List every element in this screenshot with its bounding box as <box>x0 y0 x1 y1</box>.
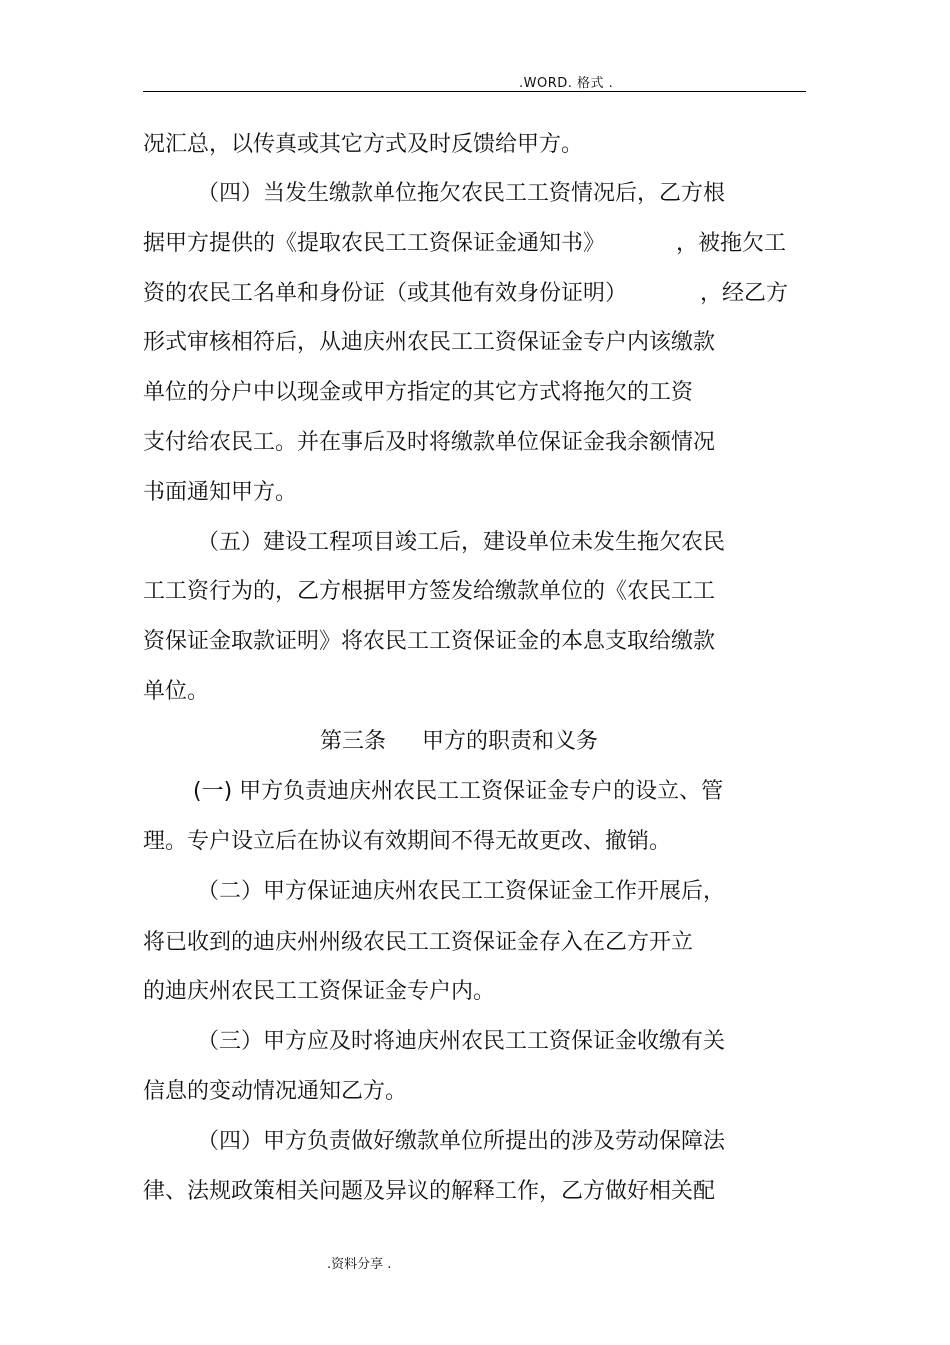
header-rule <box>143 91 806 92</box>
body-line: 形式审核相符后，从迪庆州农民工工资保证金专户内该缴款 <box>143 330 716 355</box>
body-line: 将已收到的迪庆州州级农民工工资保证金存入在乙方开立 <box>143 930 694 955</box>
body-line: (一) 甲方负责迪庆州农民工工资保证金专户的设立、管 <box>193 779 724 804</box>
body-line: 理。专户设立后在协议有效期间不得无故更改、撤销。 <box>143 829 672 854</box>
body-line: （三）甲方应及时将迪庆州农民工工资保证金收缴有关 <box>197 1029 726 1054</box>
body-line: ，经乙方 <box>700 281 789 306</box>
body-line: ，被拖欠工 <box>676 231 787 256</box>
body-line: 的迪庆州农民工工资保证金专户内。 <box>143 979 496 1004</box>
page-footer: .资料分享 . <box>327 1257 392 1272</box>
body-line: 信息的变动情况通知乙方。 <box>143 1079 408 1104</box>
body-line: （四）当发生缴款单位拖欠农民工工资情况后，乙方根 <box>197 181 726 206</box>
body-line: 工工资行为的，乙方根据甲方签发给缴款单位的《农民工工 <box>143 579 716 604</box>
body-line: 单位的分户中以现金或甲方指定的其它方式将拖欠的工资 <box>143 380 694 405</box>
section-heading: 第三条 甲方的职责和义务 <box>320 729 598 754</box>
body-line: 据甲方提供的《提取农民工工资保证金通知书》 <box>143 231 606 256</box>
body-line: 书面通知甲方。 <box>143 480 298 505</box>
body-line: 资的农民工名单和身份证（或其他有效身份证明） <box>143 281 628 306</box>
body-line: （五）建设工程项目竣工后，建设单位未发生拖欠农民 <box>197 530 726 555</box>
body-line: （二）甲方保证迪庆州农民工工资保证金工作开展后， <box>197 879 726 904</box>
body-line: （四）甲方负责做好缴款单位所提出的涉及劳动保障法 <box>197 1129 726 1154</box>
body-line: 况汇总，以传真或其它方式及时反馈给甲方。 <box>143 132 584 157</box>
body-line: 资保证金取款证明》将农民工工资保证金的本息支取给缴款 <box>143 629 716 654</box>
body-line: 律、法规政策相关问题及异议的解释工作，乙方做好相关配 <box>143 1179 716 1204</box>
body-line: 支付给农民工。并在事后及时将缴款单位保证金我余额情况 <box>143 430 716 455</box>
page-header: .WORD. 格式 . <box>519 76 614 91</box>
body-line: 单位。 <box>143 679 210 704</box>
